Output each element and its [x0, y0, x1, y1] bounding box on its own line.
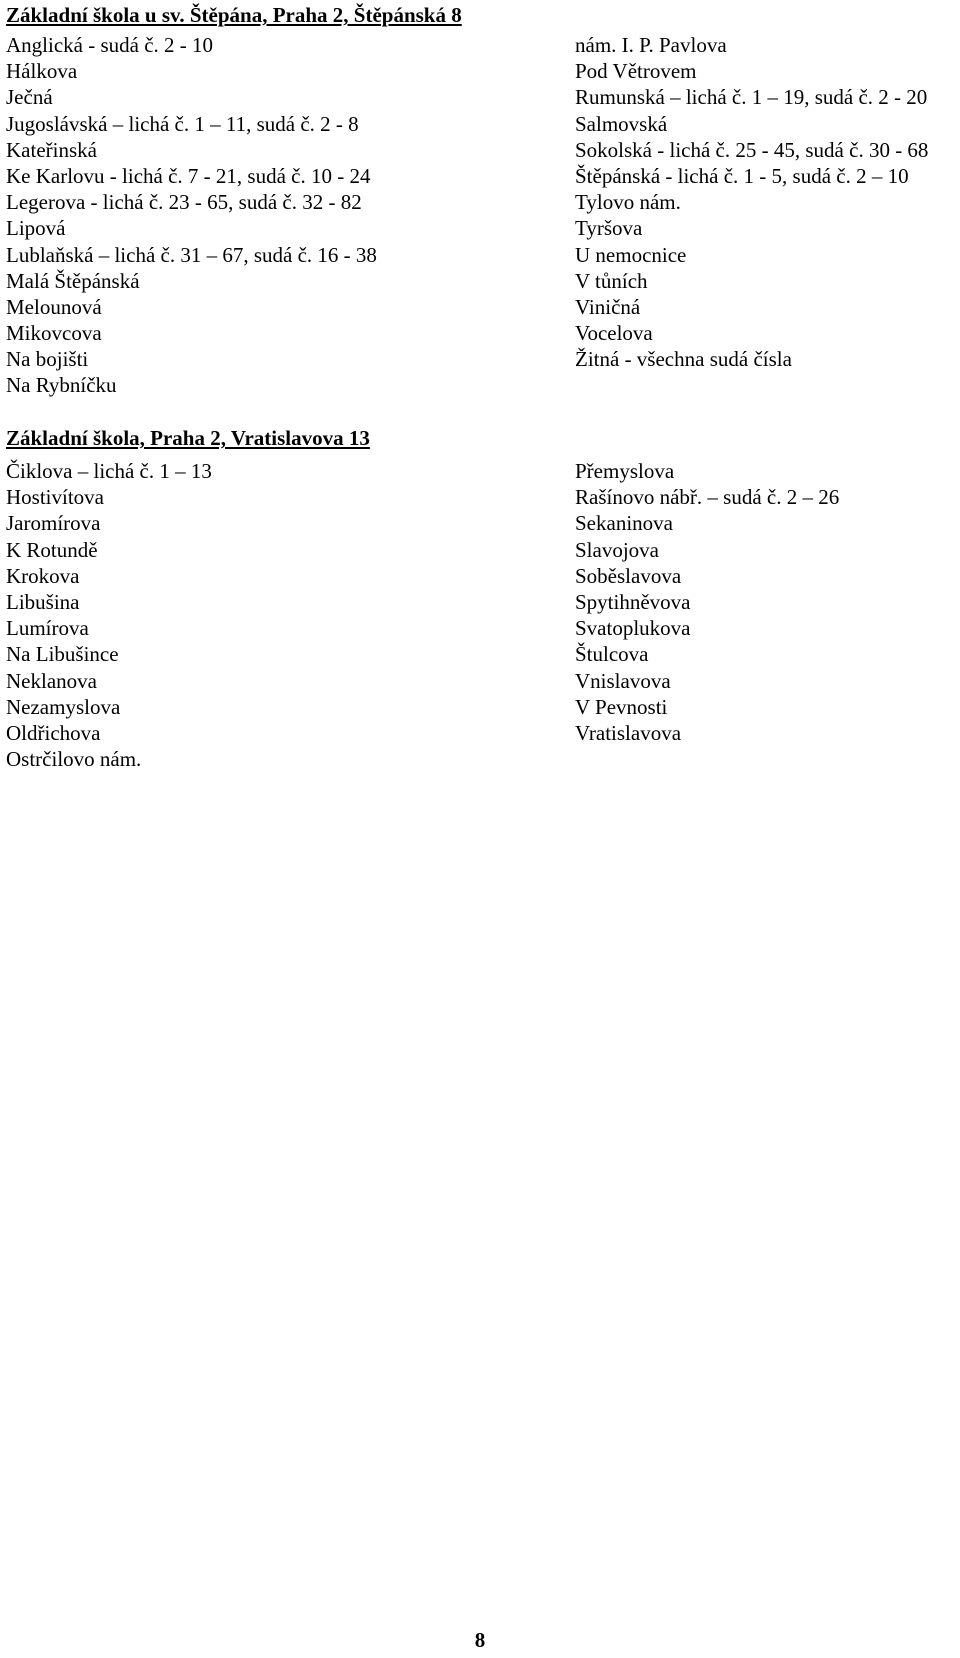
street-item: Neklanova — [6, 668, 97, 693]
street-item: Legerova - lichá č. 23 - 65, sudá č. 32 - 82 — [6, 190, 362, 215]
street-item: Vocelova — [575, 321, 653, 346]
street-item: Sekaninova — [575, 511, 673, 536]
street-list-left — [6, 458, 212, 772]
section-heading: Základní škola, Praha 2, Vratislavova 13 — [6, 426, 370, 450]
street-item: Svatoplukova — [575, 616, 691, 641]
street-item: Malá Štěpánská — [6, 268, 140, 293]
street-item: Jaromírova — [6, 511, 101, 536]
street-item: Jugoslávská – lichá č. 1 – 11, sudá č. 2 - 8 — [6, 111, 359, 136]
street-item: Soběslavova — [575, 563, 682, 588]
street-list-right — [575, 32, 928, 372]
street-item: Libušina — [6, 589, 80, 614]
street-item: Tylovo nám. — [575, 190, 681, 215]
street-item: Lumírova — [6, 616, 89, 641]
street-item: Lipová — [6, 216, 66, 241]
street-item: Vnislavova — [575, 668, 671, 693]
street-item: V Pevnosti — [575, 694, 668, 719]
street-item: V tůních — [575, 268, 648, 293]
street-item: Tyršova — [575, 216, 643, 241]
street-item: Rumunská – lichá č. 1 – 19, sudá č. 2 - 20 — [575, 85, 928, 110]
street-item: Slavojova — [575, 537, 659, 562]
street-item: Rašínovo nábř. – sudá č. 2 – 26 — [575, 485, 840, 510]
street-item: Hálkova — [6, 59, 78, 84]
street-item: Pod Větrovem — [575, 59, 697, 84]
street-item: Viničná — [575, 294, 641, 319]
street-item: Čiklova – lichá č. 1 – 13 — [6, 459, 212, 483]
street-item: Krokova — [6, 563, 80, 588]
street-item: Ke Karlovu - lichá č. 7 - 21, sudá č. 10 - 24 — [6, 163, 371, 188]
street-item: K Rotundě — [6, 537, 98, 562]
street-item: Žitná - všechna sudá čísla — [575, 347, 792, 372]
street-item: Hostivítova — [6, 485, 104, 510]
street-item: Ostrčilovo nám. — [6, 747, 142, 772]
street-item: Salmovská — [575, 111, 668, 136]
page-number: 8 — [474, 1628, 486, 1652]
street-item: Ječná — [6, 85, 53, 110]
street-item: Vratislavova — [575, 720, 682, 745]
street-item: Spytihněvova — [575, 589, 691, 614]
street-item: Melounová — [6, 294, 102, 319]
street-item: U nemocnice — [575, 242, 687, 267]
street-item: Mikovcova — [6, 321, 102, 346]
street-item: Přemyslova — [575, 459, 675, 483]
street-list-left — [6, 32, 377, 399]
street-item: Na Libušince — [6, 642, 119, 667]
street-item: Anglická - sudá č. 2 - 10 — [6, 33, 214, 57]
street-item: nám. I. P. Pavlova — [575, 33, 727, 57]
school-section-stepanska — [6, 2, 956, 398]
street-item: Kateřinská — [6, 137, 97, 162]
street-item: Štulcova — [575, 642, 649, 667]
school-section-vratislavova — [6, 425, 956, 772]
street-item: Lublaňská – lichá č. 31 – 67, sudá č. 16 - 38 — [6, 242, 377, 267]
section-heading: Základní škola u sv. Štěpána, Praha 2, Štěpánská 8 — [6, 3, 462, 27]
street-item: Oldřichova — [6, 720, 101, 745]
street-item: Nezamyslova — [6, 694, 121, 719]
street-item: Sokolská - lichá č. 25 - 45, sudá č. 30 - 68 — [575, 137, 929, 162]
street-item: Na Rybníčku — [6, 373, 117, 398]
street-item: Štěpánská - lichá č. 1 - 5, sudá č. 2 – 10 — [575, 163, 909, 188]
street-list-right — [575, 458, 839, 746]
street-item: Na bojišti — [6, 347, 89, 372]
